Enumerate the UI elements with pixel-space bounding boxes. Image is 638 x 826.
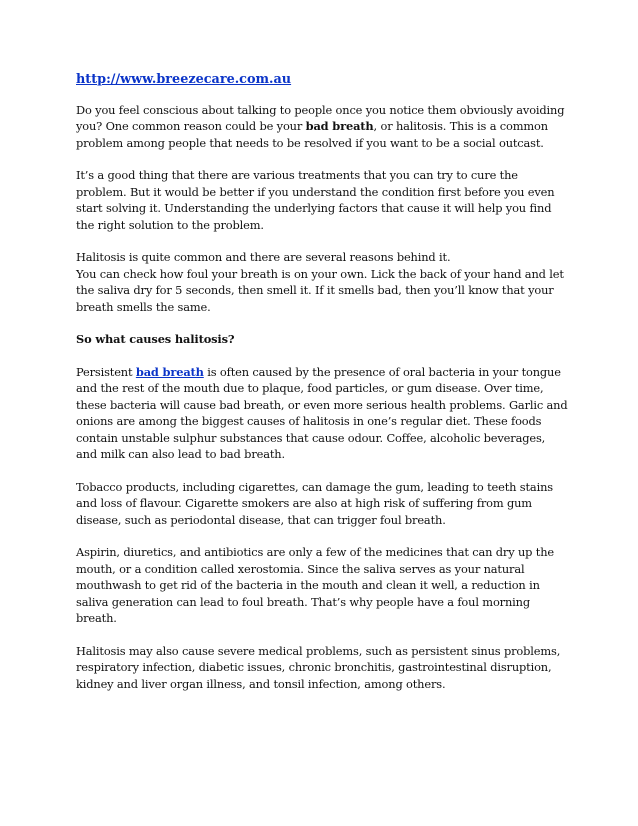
paragraph-medical-problems: Halitosis may also cause severe medical problems, such as persistent sinus problems, respiratory infection, diabetic issues, chronic bronchitis, gastrointestinal disruption, kidney and liver organ illness, and tonsil infection, among others. [76,643,561,691]
self-check-line-2: You can check how foul your breath is on your own. Lick the back of your hand and let the saliva dry for 5 seconds, then smell it. If it smells bad, then you’ll know that your breath smells the same. [76,266,564,314]
bad-breath-bold: bad breath [305,119,374,133]
document-page [76,72,568,708]
self-check-line-1: Halitosis is quite common and there are several reasons behind it. [76,250,451,264]
paragraph-intro [76,102,568,152]
paragraph-causes [76,364,568,463]
causes-text-start: Persistent [76,364,136,379]
paragraph-treatments: It’s a good thing that there are various treatments that you can try to cure the problem. But it would be better if you understand the condition first before you even start solving it. Understanding the underlying factors that cause it will help you find the right solution to the problem. [76,168,555,232]
paragraph-medicines: Aspirin, diuretics, and antibiotics are only a few of the medicines that can dry up the mouth, or a condition called xerostomia. Since the saliva serves as your natural mouthwash to get rid of the bacteria in the mouth and clean it well, a reduction in saliva generation can lead to foul breath. That’s why people have a foul morning breath. [76,545,554,625]
intro-text-end: , or halitosis. This is a common problem among people that needs to be resolved if you want to be a social outcast. [76,119,548,150]
paragraph-self-check [76,249,568,315]
website-link[interactable]: http://www.breezecare.com.au [76,72,292,87]
bad-breath-link[interactable]: bad breath [135,364,204,379]
causes-text-end: is often caused by the presence of oral bacteria in your tongue and the rest of the mouth due to plaque, food particles, or gum disease. Over time, these bacteria will cause bad breath, or even more serious health problems. Garlic and onions are among the biggest causes of halitosis in one’s regular diet. These foods contain unstable sulphur substances that cause odour. Coffee, alcoholic beverages, and milk can also lead to bad breath. [76,364,568,461]
intro-text-start: Do you feel conscious about talking to people once you notice them obviously avoiding you? One common reason could be your [76,102,565,133]
paragraph-tobacco: Tobacco products, including cigarettes, can damage the gum, leading to teeth stains and loss of flavour. Cigarette smokers are also at high risk of suffering from gum disease, such as periodontal disease, that can trigger foul breath. [76,479,553,527]
section-heading: So what causes halitosis? [76,332,235,346]
